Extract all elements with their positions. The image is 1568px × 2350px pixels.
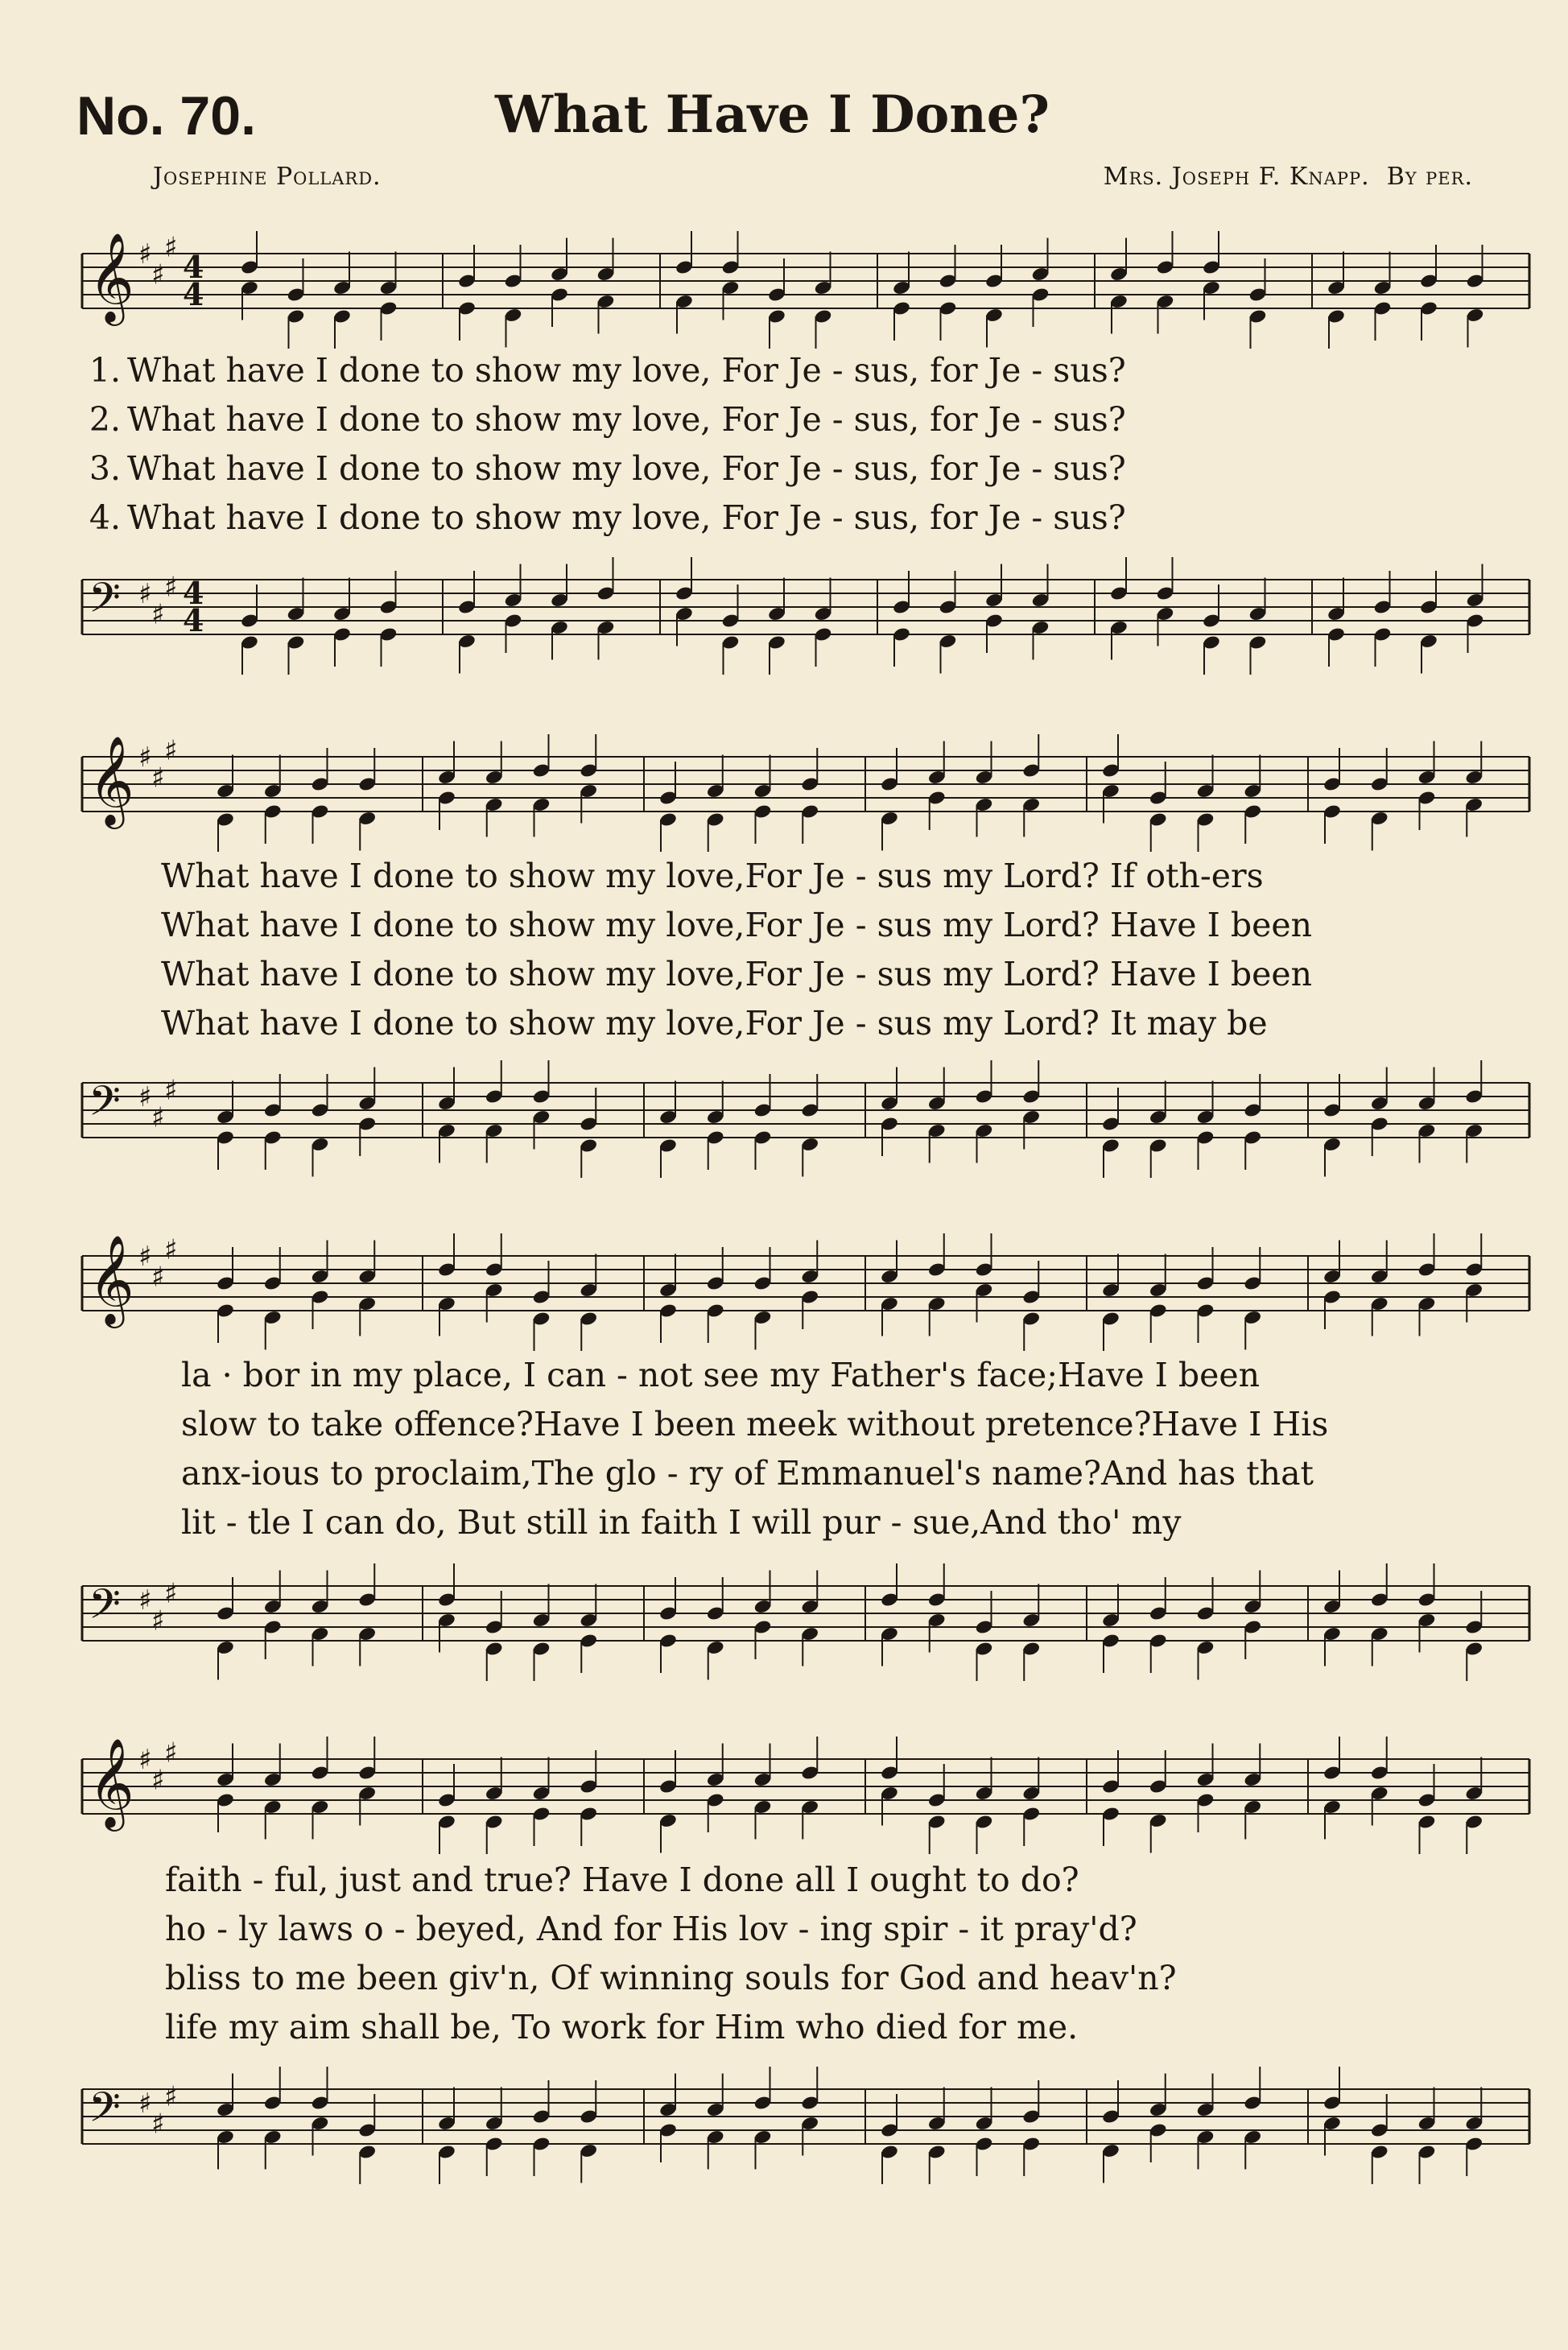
treble-clef-icon: 𝄞 (89, 232, 134, 322)
treble-clef-icon: 𝄞 (89, 735, 134, 825)
composer-credit (1104, 163, 1473, 191)
music-system-1 (64, 205, 1537, 688)
sharp-icon: ♯ (164, 231, 178, 264)
lyric-verse-4: What have I done to show my love,For Je - sus my Lord? It may be (161, 1004, 1268, 1043)
bass-clef-icon: 𝄢 (89, 573, 121, 632)
music-system-3 (64, 1208, 1537, 1707)
sharp-icon: ♯ (164, 2080, 178, 2113)
lyric-text: What have I done to show my love, For Je - sus, for Je - sus? (127, 351, 1126, 390)
lyric-text: What have I done to show my love, For Je - sus, for Je - sus? (127, 449, 1126, 488)
sharp-icon: ♯ (151, 1764, 165, 1797)
sharp-icon: ♯ (151, 1101, 165, 1134)
sharp-icon: ♯ (151, 258, 165, 291)
composer: Mrs. Joseph F. Knapp. (1103, 163, 1370, 191)
sharp-icon: ♯ (138, 1744, 152, 1776)
bass-clef-icon: 𝄢 (89, 1076, 121, 1135)
hymn-number: No. 70. (76, 85, 256, 147)
sharp-icon: ♯ (138, 741, 152, 774)
sharp-icon: ♯ (151, 1261, 165, 1294)
sharp-icon: ♯ (138, 1081, 152, 1113)
verse-number: 4. (89, 498, 121, 537)
time-signature-digit: 4 (183, 575, 204, 611)
sharp-icon: ♯ (164, 734, 178, 767)
lyric-verse-3: bliss to me been giv'n, Of winning souls for God and heav'n? (165, 1959, 1177, 1997)
lyrics-system-3 (181, 1351, 1568, 1547)
verse-number: 3. (89, 449, 121, 488)
bass-clef-icon: 𝄢 (89, 2083, 121, 2141)
bass-staff (64, 547, 1537, 676)
bass-staff (64, 1554, 1537, 1683)
lyric-verse-2: slow to take offence?Have I been meek without pretence?Have I His (181, 1405, 1329, 1443)
lyric-verse-1: la · bor in my place, I can - not see my Father's face;Have I been (181, 1356, 1261, 1394)
sharp-icon: ♯ (151, 762, 165, 795)
lyric-verse-4 (64, 494, 1537, 543)
sharp-icon: ♯ (138, 238, 152, 271)
verse-number: 1. (89, 351, 121, 390)
sharp-icon: ♯ (151, 2108, 165, 2141)
treble-staff (64, 221, 1537, 350)
sharp-icon: ♯ (151, 598, 165, 631)
sharp-icon: ♯ (164, 1577, 178, 1610)
lyric-text: What have I done to show my love, For Je - sus, for Je - sus? (127, 400, 1126, 439)
treble-staff (64, 1224, 1537, 1353)
time-signature-digit: 4 (183, 602, 204, 638)
lyrics-system-4 (165, 1856, 1568, 2052)
sharp-icon: ♯ (138, 1584, 152, 1617)
lyric-verse-1: faith - ful, just and true? Have I done all I ought to do? (165, 1861, 1079, 1899)
sharp-icon: ♯ (138, 2088, 152, 2120)
time-signature-digit: 4 (183, 276, 204, 312)
bass-staff (64, 1051, 1537, 1179)
lyrics-system-2 (161, 852, 1568, 1048)
treble-clef-icon: 𝄞 (89, 1234, 134, 1324)
sharp-icon: ♯ (151, 1605, 165, 1638)
sharp-icon: ♯ (138, 1241, 152, 1273)
sharp-icon: ♯ (164, 571, 178, 604)
lyric-verse-4: life my aim shall be, To work for Him who died for me. (165, 2008, 1079, 2046)
treble-staff (64, 725, 1537, 853)
lyrics-system-1 (64, 346, 1537, 543)
lyric-verse-1 (64, 346, 1537, 395)
lyric-verse-3: anx-ious to proclaim,The glo - ry of Emmanuel's name?And has that (181, 1454, 1314, 1493)
music-system-2 (64, 708, 1537, 1192)
lyric-verse-2: ho - ly laws o - beyed, And for His lov - ing spir - it pray'd? (165, 1910, 1137, 1948)
bass-clef-icon: 𝄢 (89, 1580, 121, 1638)
music-system-4 (64, 1711, 1537, 2210)
time-signature-digit: 4 (183, 249, 204, 285)
bass-staff (64, 2057, 1537, 2186)
lyric-verse-3 (64, 444, 1537, 494)
treble-clef-icon: 𝄞 (89, 1737, 134, 1828)
sharp-icon: ♯ (138, 578, 152, 610)
lyric-verse-1: What have I done to show my love,For Je - sus my Lord? If oth-ers (161, 857, 1264, 895)
lyric-verse-2: What have I done to show my love,For Je - sus my Lord? Have I been (161, 906, 1313, 944)
lyric-text: What have I done to show my love, For Je - sus, for Je - sus? (127, 498, 1126, 537)
lyric-verse-3: What have I done to show my love,For Je - sus my Lord? Have I been (161, 955, 1313, 993)
hymn-title: What Have I Done? (495, 85, 1050, 145)
treble-staff (64, 1727, 1537, 1856)
lyric-verse-4: lit - tle I can do, But still in faith I will pur - sue,And tho' my (181, 1503, 1182, 1542)
permission-note: By per. (1386, 163, 1473, 191)
hymn-header (76, 85, 1525, 157)
sharp-icon: ♯ (164, 1074, 178, 1107)
sharp-icon: ♯ (164, 1233, 178, 1266)
lyricist: Josephine Pollard. (153, 163, 382, 191)
verse-number: 2. (89, 400, 121, 439)
sharp-icon: ♯ (164, 1737, 178, 1770)
lyric-verse-2 (64, 395, 1537, 444)
